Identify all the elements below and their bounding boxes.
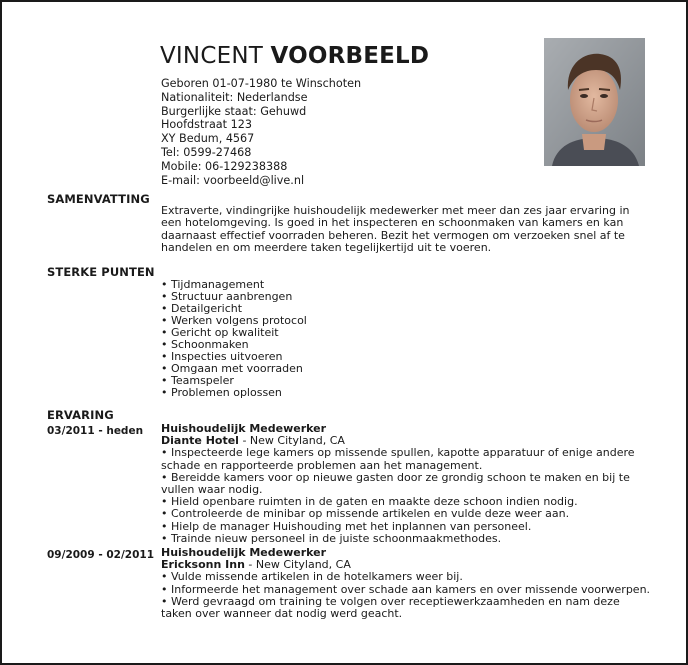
candidate-name bbox=[160, 43, 429, 69]
employer-location: - New Cityland, CA bbox=[238, 434, 345, 448]
strengths-list bbox=[161, 279, 646, 399]
employer-location: - New Cityland, CA bbox=[244, 558, 351, 572]
contact-line: XY Bedum, 4567 bbox=[161, 132, 255, 146]
list-item: • Werd gevraagd om training te volgen over receptiewerkzaamheden en nam deze taken over wanneer dat nodig werd geacht. bbox=[161, 596, 651, 620]
contact-line: Hoofdstraat 123 bbox=[161, 118, 252, 132]
contact-line: Nationaliteit: Nederlandse bbox=[161, 90, 308, 104]
list-item: • Problemen oplossen bbox=[161, 387, 646, 399]
summary-heading: SAMENVATTING bbox=[47, 192, 150, 206]
job-dates: 09/2009 - 02/2011 bbox=[47, 549, 155, 561]
contact-line: E-mail: voorbeeld@live.nl bbox=[161, 173, 305, 187]
list-item: • Detailgericht bbox=[161, 303, 646, 315]
employer-name: Diante Hotel bbox=[161, 434, 239, 448]
job-title: Huishoudelijk Medewerker bbox=[161, 546, 327, 559]
portrait-image bbox=[544, 38, 645, 166]
summary-text: Extraverte, vindingrijke huishoudelijk medewerker met meer dan zes jaar ervaring in een hotelomgeving. Is goed in het inspecteren en schoonmaken van kamers en kan daarnaast effectief voorraden beheren. Bezit het vermogen om verzoeken snel af te handelen en om meerdere taken tegelijkertijd uit te voeren. bbox=[161, 204, 630, 255]
contact-line: Tel: 0599-27468 bbox=[161, 145, 252, 159]
job-title: Huishoudelijk Medewerker bbox=[161, 422, 327, 435]
contact-line: Geboren 01-07-1980 te Winschoten bbox=[161, 77, 362, 90]
list-item: • Vulde missende artikelen in de hotelkamers weer bij. bbox=[161, 571, 651, 583]
last-name: VOORBEELD bbox=[270, 43, 430, 69]
job-entry bbox=[161, 547, 651, 620]
job-entry bbox=[161, 423, 651, 545]
experience-heading: ERVARING bbox=[47, 408, 114, 422]
list-item: • Controleerde de minibar op missende artikelen en vulde deze weer aan. bbox=[161, 508, 651, 520]
list-item: • Informeerde het management over schade aan kamers en over missende voorwerpen. bbox=[161, 584, 651, 596]
first-name: VINCENT bbox=[160, 43, 263, 69]
list-item: • Tijdmanagement bbox=[161, 279, 646, 291]
list-item: • Inspecties uitvoeren bbox=[161, 351, 646, 363]
list-item: • Hield openbare ruimten in de gaten en maakte deze schoon indien nodig. bbox=[161, 496, 651, 508]
list-item: • Structuur aanbrengen bbox=[161, 291, 646, 303]
job-bullets bbox=[161, 447, 651, 545]
contact-details bbox=[161, 77, 361, 187]
job-bullets bbox=[161, 571, 651, 620]
contact-line: Burgerlijke staat: Gehuwd bbox=[161, 104, 307, 118]
list-item: • Bereidde kamers voor op nieuwe gasten door ze grondig schoon te maken en bij te vullen waar nodig. bbox=[161, 472, 651, 496]
list-item: • Inspecteerde lege kamers op missende spullen, kapotte apparatuur of enige andere schade en rapporteerde problemen aan het management. bbox=[161, 447, 651, 471]
strengths-heading: STERKE PUNTEN bbox=[47, 265, 155, 279]
list-item: • Omgaan met voorraden bbox=[161, 363, 646, 375]
list-item: • Werken volgens protocol bbox=[161, 315, 646, 327]
contact-line: Mobile: 06-129238388 bbox=[161, 159, 288, 173]
job-dates: 03/2011 - heden bbox=[47, 425, 144, 437]
list-item: • Schoonmaken bbox=[161, 339, 646, 351]
list-item: • Trainde nieuw personeel in de juiste schoonmaakmethodes. bbox=[161, 533, 651, 545]
list-item: • Hielp de manager Huishouding met het inplannen van personeel. bbox=[161, 521, 651, 533]
profile-photo bbox=[544, 38, 645, 166]
list-item: • Teamspeler bbox=[161, 375, 646, 387]
list-item: • Gericht op kwaliteit bbox=[161, 327, 646, 339]
employer-name: Ericksonn Inn bbox=[161, 558, 245, 572]
